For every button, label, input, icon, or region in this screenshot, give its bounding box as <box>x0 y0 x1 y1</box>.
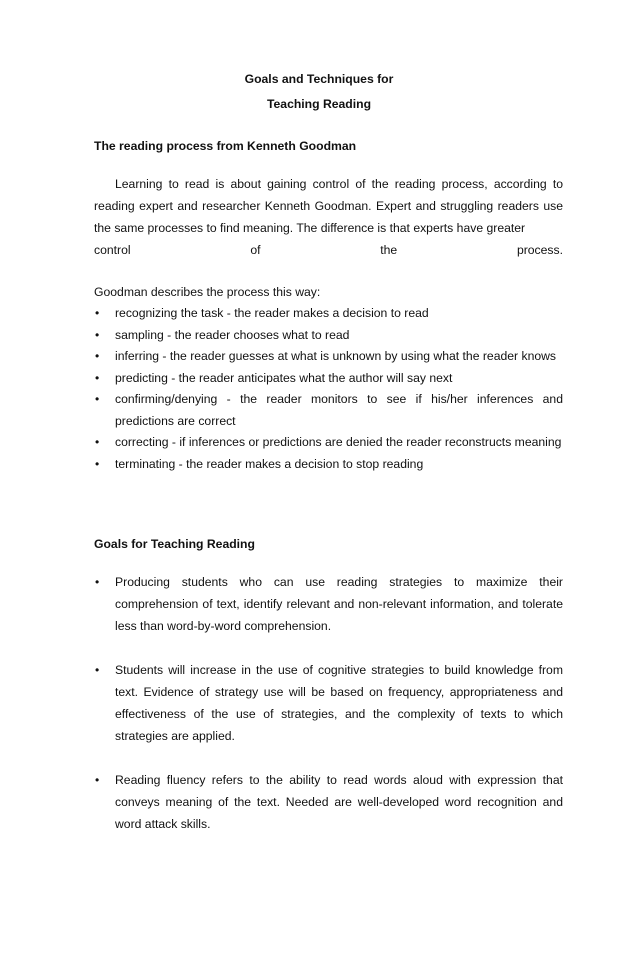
bullet-icon: • <box>95 327 100 342</box>
bullet-icon: • <box>95 435 100 449</box>
section-heading-goals: Goals for Teaching Reading <box>94 537 255 551</box>
bullet-icon: • <box>95 349 100 363</box>
process-lead: Goodman describes the process this way: <box>94 285 321 299</box>
intro-paragraph-last-line: control of the process. <box>94 243 563 257</box>
list-item-text: predicting - the reader anticipates what the author will say next <box>115 370 453 385</box>
list-item <box>94 571 563 637</box>
list-item-text: Producing students who can use reading strategies to maximize their comprehension of text, identify relevant and non-relevant information, and tolerate less than word-by-word comprehension. <box>115 575 563 633</box>
bullet-icon: • <box>95 306 100 320</box>
goals-list <box>94 571 563 857</box>
list-item <box>94 769 563 835</box>
list-item-text: Reading fluency refers to the ability to read words aloud with expression that conveys meaning of the text. Needed are well-developed word recognition and word attack skills. <box>115 773 563 831</box>
list-item-text: correcting - if inferences or predictions are denied the reader reconstructs meaning <box>115 435 562 449</box>
bullet-icon: • <box>95 456 100 471</box>
bullet-icon: • <box>95 663 100 677</box>
list-item-text: recognizing the task - the reader makes a decision to read <box>115 306 429 320</box>
list-item <box>94 389 563 432</box>
list-item <box>94 368 563 390</box>
list-item <box>94 303 563 325</box>
intro-paragraph <box>94 173 563 239</box>
list-item <box>94 454 563 476</box>
list-item <box>94 432 563 454</box>
process-list <box>94 303 563 475</box>
title-line-1: Goals and Techniques for <box>244 72 394 86</box>
bullet-icon: • <box>95 773 100 787</box>
list-item-text: terminating - the reader makes a decision to stop reading <box>115 456 424 471</box>
list-item-text: Students will increase in the use of cognitive strategies to build knowledge from text. Evidence of strategy use will be based on frequency, appropriateness and effectiveness of the use of strategies, and the complexity of texts to which strategies are applied. <box>115 663 563 743</box>
bullet-icon: • <box>95 370 100 385</box>
bullet-icon: • <box>95 392 100 406</box>
list-item-text: sampling - the reader chooses what to read <box>115 327 350 342</box>
list-item <box>94 325 563 347</box>
bullet-icon: • <box>95 575 100 589</box>
section-heading-reading-process: The reading process from Kenneth Goodman <box>94 139 357 153</box>
list-item-text: inferring - the reader guesses at what is unknown by using what the reader knows <box>115 349 557 363</box>
list-item <box>94 659 563 747</box>
list-item <box>94 346 563 368</box>
list-item-text: confirming/denying - the reader monitors to see if his/her inferences and predictions are correct <box>115 392 563 428</box>
title-line-2: Teaching Reading <box>266 97 372 111</box>
intro-paragraph-main: Learning to read is about gaining control of the reading process, according to reading expert and researcher Kenneth Goodman. Expert and struggling readers use the same processes to find meaning. The difference is that experts have greater <box>94 177 563 235</box>
